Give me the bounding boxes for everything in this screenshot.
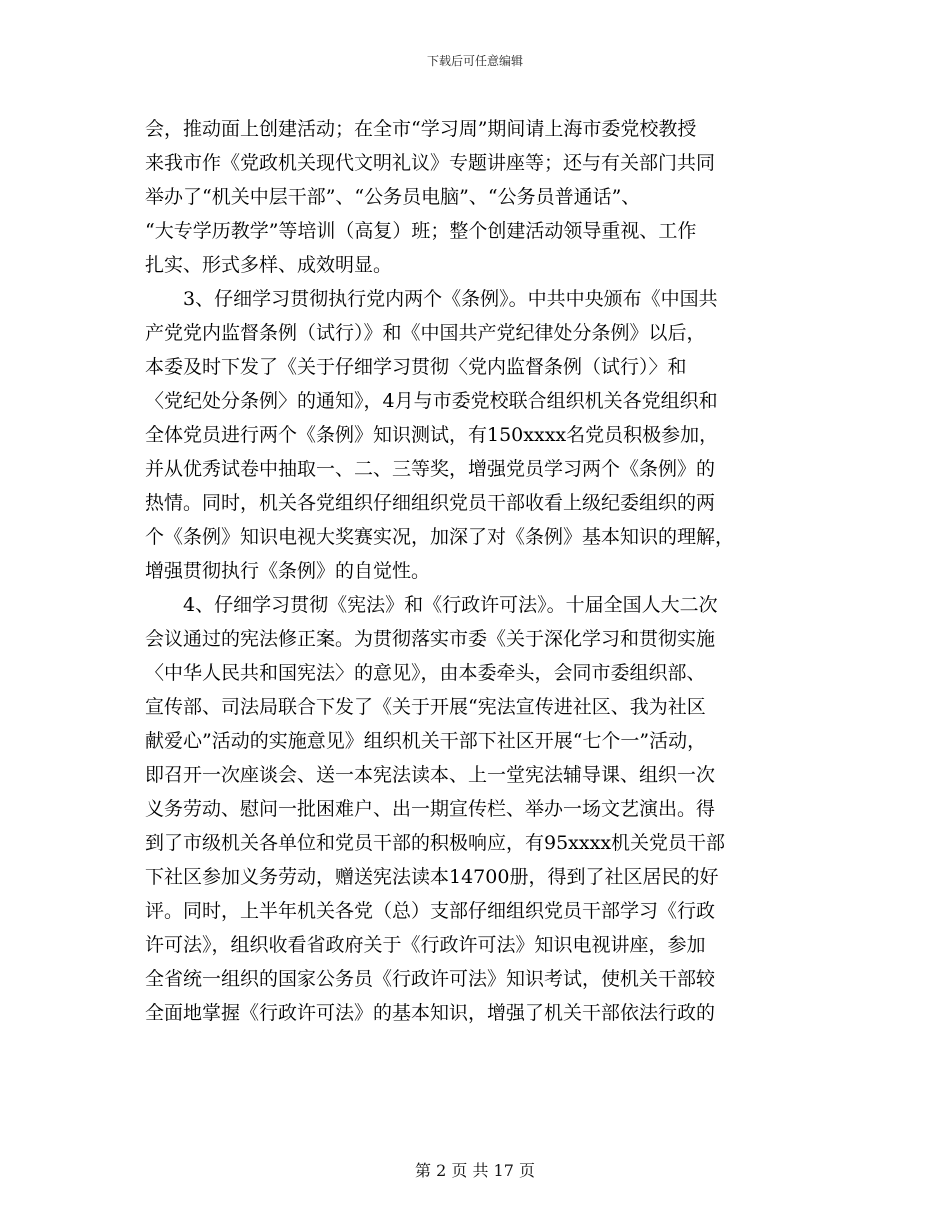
text-line: 全面地掌握《行政许可法》的基本知识，增强了机关干部依法行政的: [145, 1002, 716, 1024]
text-line: 来我市作《党政机关现代文明礼议》专题讲座等；还与有关部门共同: [145, 152, 716, 174]
text-line: 全体党员进行两个《条例》知识测试，有150xxxx名党员积极参加，: [145, 424, 719, 446]
text-line: 即召开一次座谈会、送一本宪法读本、上一堂宪法辅导课、组织一次: [145, 764, 716, 786]
text-line: 本委及时下发了《关于仔细学习贯彻〈党内监督条例（试行）〉和: [145, 356, 687, 378]
text-line: 宣传部、司法局联合下发了《关于开展“宪法宣传进社区、我为社区: [145, 696, 706, 718]
text-line: 评。同时，上半年机关各党（总）支部仔细组织党员干部学习《行政: [145, 900, 716, 922]
document-body: [145, 112, 813, 1030]
text-line: 产党党内监督条例（试行）》和《中国共产党纪律处分条例》以后，: [145, 322, 706, 344]
text-line: 热情。同时，机关各党组织仔细组织党员干部收看上级纪委组织的两: [145, 492, 716, 514]
text-line: 义务劳动、慰问一批困难户、出一期宣传栏、举办一场文艺演出。得: [145, 798, 716, 820]
text-line: 4、仔细学习贯彻《宪法》和《行政许可法》。十届全国人大二次: [145, 594, 718, 616]
text-line: 扎实、形式多样、成效明显。: [145, 254, 393, 276]
page-number-footer: 第 2 页 共 17 页: [415, 1161, 535, 1180]
text-line: 〈党纪处分条例〉的通知》，4月与市委党校联合组织机关各党组织和: [145, 390, 718, 412]
text-line: 全省统一组织的国家公务员《行政许可法》知识考试，使机关干部较: [145, 968, 716, 990]
text-line: 会，推动面上创建活动；在全市“学习周”期间请上海市委党校教授: [145, 118, 697, 140]
text-line: 到了市级机关各单位和党员干部的积极响应，有95xxxx机关党员干部: [145, 832, 726, 854]
text-line: 增强贯彻执行《条例》的自觉性。: [145, 560, 431, 582]
text-line: 举办了“机关中层干部”、“公务员电脑”、“公务员普通话”、: [145, 186, 641, 208]
text-line: 会议通过的宪法修正案。为贯彻落实市委《关于深化学习和贯彻实施: [145, 628, 716, 650]
text-line: 〈中华人民共和国宪法〉的意见》，由本委牵头，会同市委组织部、: [145, 662, 706, 684]
text-line: 许可法》，组织收看省政府关于《行政许可法》知识电视讲座，参加: [145, 934, 706, 956]
text-line: 下社区参加义务劳动，赠送宪法读本14700册，得到了社区居民的好: [145, 866, 719, 888]
text-line: 并从优秀试卷中抽取一、二、三等奖，增强党员学习两个《条例》的: [145, 458, 716, 480]
text-line: “大专学历教学”等培训（高复）班；整个创建活动领导重视、工作: [145, 220, 697, 242]
text-line: 个《条例》知识电视大奖赛实况，加深了对《条例》基本知识的理解，: [145, 526, 735, 548]
page-header-note: 下载后可任意编辑: [426, 54, 523, 68]
text-line: 3、仔细学习贯彻执行党内两个《条例》。中共中央颁布《中国共: [145, 288, 718, 310]
text-line: 献爱心”活动的实施意见》组织机关干部下社区开展“七个一”活动，: [145, 730, 707, 752]
